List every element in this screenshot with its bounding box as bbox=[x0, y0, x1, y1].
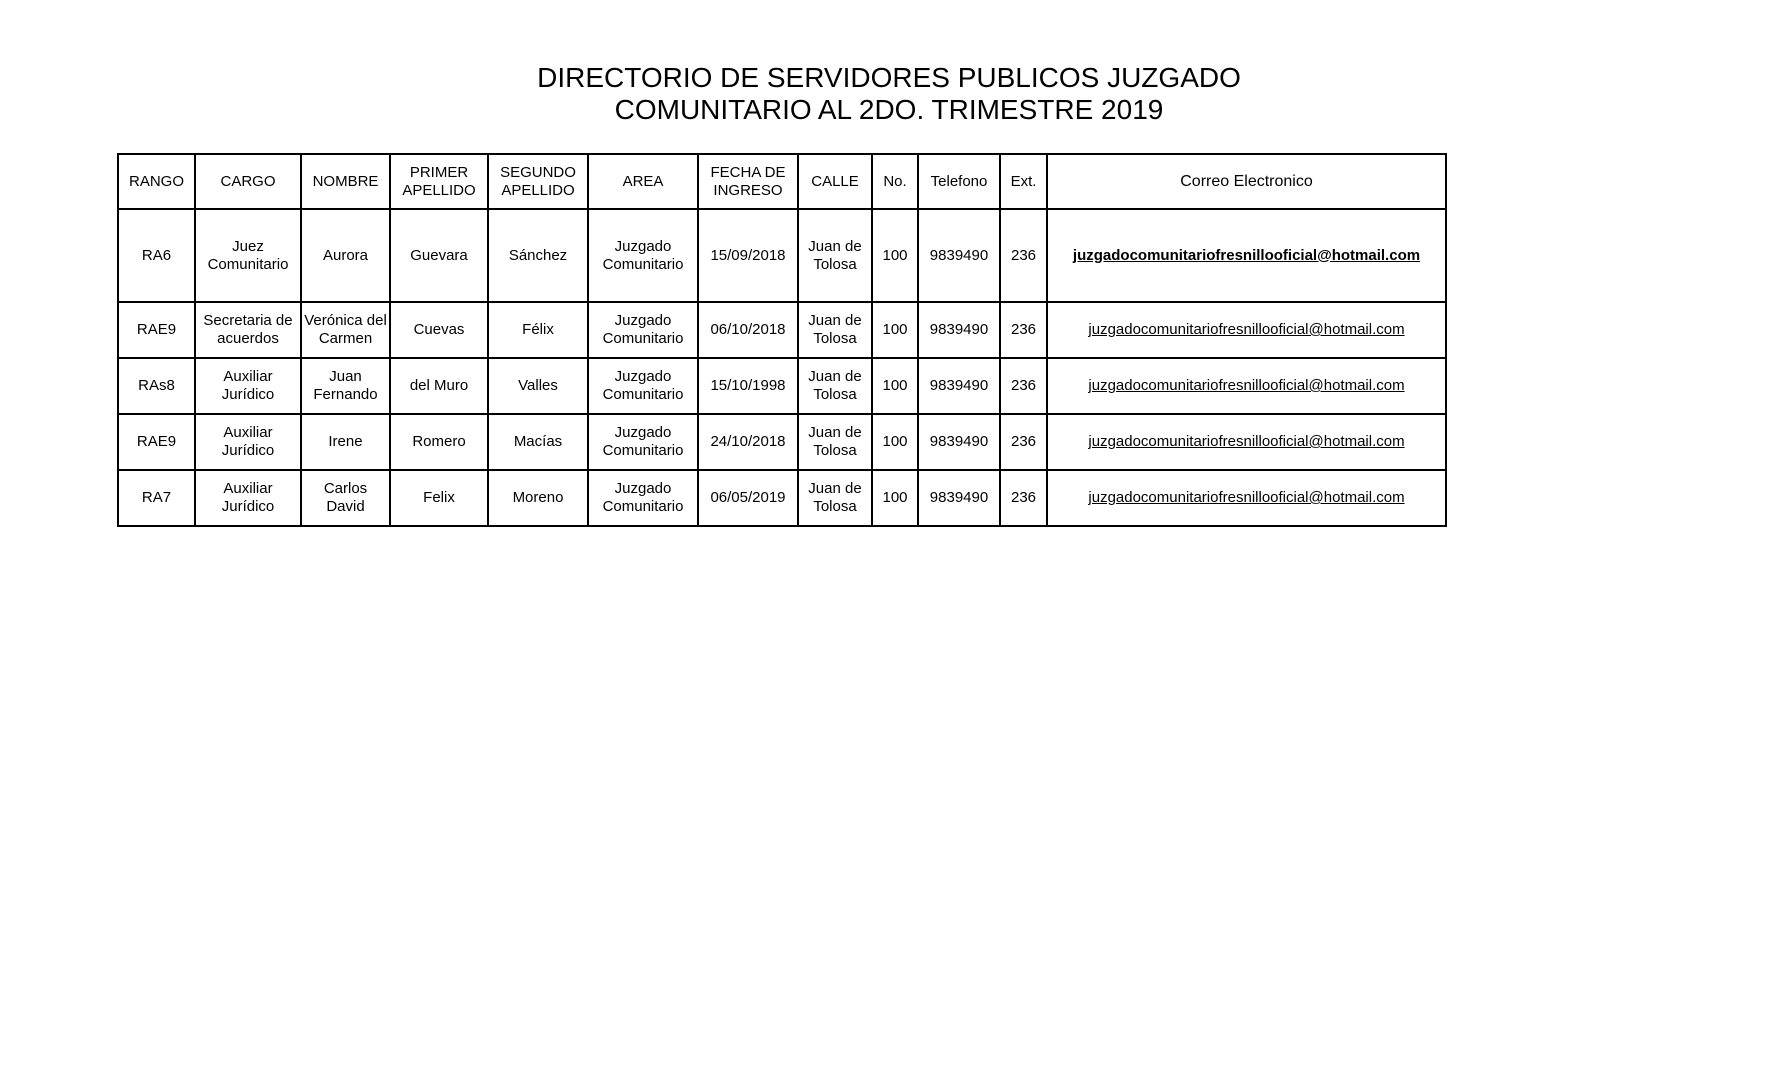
header-area: AREA bbox=[588, 154, 698, 209]
cell-no: 100 bbox=[872, 209, 918, 302]
cell-calle: Juan de Tolosa bbox=[798, 209, 872, 302]
cell-fecha-ingreso: 15/09/2018 bbox=[698, 209, 798, 302]
cell-segundo-apellido: Félix bbox=[488, 302, 588, 358]
cell-telefono: 9839490 bbox=[918, 414, 1000, 470]
cell-telefono: 9839490 bbox=[918, 358, 1000, 414]
cell-area: Juzgado Comunitario bbox=[588, 209, 698, 302]
header-correo: Correo Electronico bbox=[1047, 154, 1446, 209]
cell-cargo: Juez Comunitario bbox=[195, 209, 301, 302]
header-primer-apellido: PRIMER APELLIDO bbox=[390, 154, 488, 209]
cell-nombre: Carlos David bbox=[301, 470, 390, 526]
cell-fecha-ingreso: 06/05/2019 bbox=[698, 470, 798, 526]
table-row bbox=[118, 302, 1446, 358]
cell-telefono: 9839490 bbox=[918, 209, 1000, 302]
cell-cargo: Auxiliar Jurídico bbox=[195, 414, 301, 470]
cell-nombre: Aurora bbox=[301, 209, 390, 302]
cell-no: 100 bbox=[872, 470, 918, 526]
cell-nombre: Verónica del Carmen bbox=[301, 302, 390, 358]
header-fecha-ingreso: FECHA DE INGRESO bbox=[698, 154, 798, 209]
cell-calle: Juan de Tolosa bbox=[798, 358, 872, 414]
cell-rango: RA6 bbox=[118, 209, 195, 302]
cell-cargo: Auxiliar Jurídico bbox=[195, 358, 301, 414]
cell-ext: 236 bbox=[1000, 358, 1047, 414]
email-link[interactable]: juzgadocomunitariofresnillooficial@hotmail.com bbox=[1072, 246, 1421, 264]
cell-segundo-apellido: Moreno bbox=[488, 470, 588, 526]
cell-correo bbox=[1047, 209, 1446, 302]
cell-correo bbox=[1047, 358, 1446, 414]
cell-calle: Juan de Tolosa bbox=[798, 470, 872, 526]
cell-segundo-apellido: Valles bbox=[488, 358, 588, 414]
cell-calle: Juan de Tolosa bbox=[798, 414, 872, 470]
header-ext: Ext. bbox=[1000, 154, 1047, 209]
cell-rango: RAs8 bbox=[118, 358, 195, 414]
page-title bbox=[0, 62, 1792, 126]
cell-calle: Juan de Tolosa bbox=[798, 302, 872, 358]
cell-ext: 236 bbox=[1000, 302, 1047, 358]
cell-area: Juzgado Comunitario bbox=[588, 414, 698, 470]
cell-segundo-apellido: Sánchez bbox=[488, 209, 588, 302]
cell-segundo-apellido: Macías bbox=[488, 414, 588, 470]
cell-telefono: 9839490 bbox=[918, 302, 1000, 358]
table-row bbox=[118, 358, 1446, 414]
cell-cargo: Auxiliar Jurídico bbox=[195, 470, 301, 526]
cell-ext: 236 bbox=[1000, 209, 1047, 302]
cell-no: 100 bbox=[872, 302, 918, 358]
table-header-row bbox=[118, 154, 1446, 209]
cell-correo bbox=[1047, 414, 1446, 470]
table-row bbox=[118, 209, 1446, 302]
cell-ext: 236 bbox=[1000, 414, 1047, 470]
cell-rango: RA7 bbox=[118, 470, 195, 526]
cell-area: Juzgado Comunitario bbox=[588, 302, 698, 358]
header-no: No. bbox=[872, 154, 918, 209]
cell-primer-apellido: Felix bbox=[390, 470, 488, 526]
email-link[interactable]: juzgadocomunitariofresnillooficial@hotmail.com bbox=[1088, 377, 1405, 394]
cell-primer-apellido: del Muro bbox=[390, 358, 488, 414]
cell-ext: 236 bbox=[1000, 470, 1047, 526]
cell-area: Juzgado Comunitario bbox=[588, 470, 698, 526]
cell-primer-apellido: Romero bbox=[390, 414, 488, 470]
cell-correo bbox=[1047, 302, 1446, 358]
cell-no: 100 bbox=[872, 358, 918, 414]
header-calle: CALLE bbox=[798, 154, 872, 209]
cell-fecha-ingreso: 06/10/2018 bbox=[698, 302, 798, 358]
cell-area: Juzgado Comunitario bbox=[588, 358, 698, 414]
header-rango: RANGO bbox=[118, 154, 195, 209]
table-row bbox=[118, 470, 1446, 526]
table-row bbox=[118, 414, 1446, 470]
cell-cargo: Secretaria de acuerdos bbox=[195, 302, 301, 358]
cell-correo bbox=[1047, 470, 1446, 526]
email-link[interactable]: juzgadocomunitariofresnillooficial@hotmail.com bbox=[1088, 433, 1405, 450]
header-segundo-apellido: SEGUNDO APELLIDO bbox=[488, 154, 588, 209]
cell-fecha-ingreso: 24/10/2018 bbox=[698, 414, 798, 470]
cell-fecha-ingreso: 15/10/1998 bbox=[698, 358, 798, 414]
cell-rango: RAE9 bbox=[118, 414, 195, 470]
cell-rango: RAE9 bbox=[118, 302, 195, 358]
email-link[interactable]: juzgadocomunitariofresnillooficial@hotmail.com bbox=[1088, 321, 1405, 338]
cell-telefono: 9839490 bbox=[918, 470, 1000, 526]
cell-nombre: Irene bbox=[301, 414, 390, 470]
directory-table bbox=[117, 153, 1447, 527]
header-nombre: NOMBRE bbox=[301, 154, 390, 209]
cell-primer-apellido: Cuevas bbox=[390, 302, 488, 358]
header-telefono: Telefono bbox=[918, 154, 1000, 209]
header-cargo: CARGO bbox=[195, 154, 301, 209]
title-line-1: DIRECTORIO DE SERVIDORES PUBLICOS JUZGADO bbox=[537, 62, 1241, 93]
cell-nombre: Juan Fernando bbox=[301, 358, 390, 414]
email-link[interactable]: juzgadocomunitariofresnillooficial@hotmail.com bbox=[1088, 489, 1405, 506]
cell-no: 100 bbox=[872, 414, 918, 470]
title-line-2: COMUNITARIO AL 2DO. TRIMESTRE 2019 bbox=[614, 94, 1164, 125]
cell-primer-apellido: Guevara bbox=[390, 209, 488, 302]
